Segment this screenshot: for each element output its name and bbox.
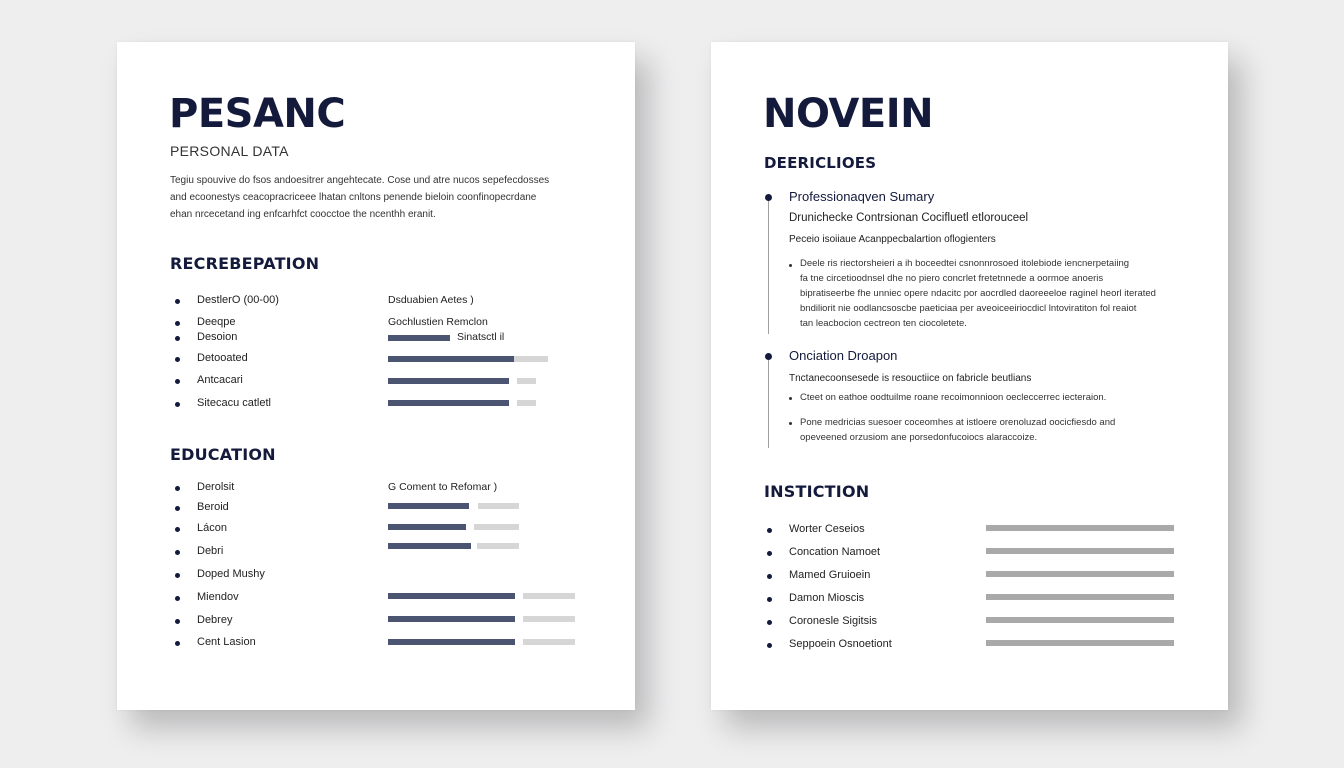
skill-bar-fill — [388, 356, 514, 362]
skill-bar-track — [474, 524, 519, 530]
list-item: Desoion — [197, 331, 238, 343]
bullet-line: Cteet on eathoe oodtuilme roane recoimonnioon oecleccerrec iecteraion. — [800, 392, 1107, 403]
skill-bar-fill — [388, 639, 515, 645]
skill-bar-fill — [388, 593, 515, 599]
timeline-dot — [765, 194, 772, 201]
timeline-dot — [765, 353, 772, 360]
section-heading: INSTICTION — [764, 482, 870, 501]
skill-bar-fill — [388, 616, 515, 622]
block-note: Peceio isoiiaue Acanppecbalartion oflogienters — [789, 234, 996, 245]
page-title: NOVEIN — [763, 91, 934, 137]
intro-line: and ecoonestys ceacopracriceee lhatan cnltons penende bieloin coonfinopecrdane — [170, 192, 537, 203]
description-line: bipratiseerbe fhe unniec opere ndacitc por aocrdled daoreeeloe raginel heorl iterated — [800, 288, 1156, 299]
rating-bar — [986, 594, 1174, 600]
skill-bar-fill — [388, 503, 469, 509]
bullet-dot — [789, 264, 792, 267]
skill-bar-fill — [388, 335, 450, 341]
list-item: Concation Namoet — [789, 546, 881, 558]
list-item: Derolsit — [197, 481, 235, 493]
list-item: Cent Lasion — [197, 636, 256, 648]
page-subtitle: PERSONAL DATA — [170, 143, 289, 159]
list-item: Detooated — [197, 352, 248, 364]
rating-bar — [986, 571, 1174, 577]
section-heading: RECREBEPATION — [170, 254, 320, 273]
column-note: Sinatsctl il — [457, 331, 505, 343]
skill-bar-track — [517, 378, 536, 384]
block-description — [800, 256, 1180, 331]
skill-bar-fill — [388, 524, 466, 530]
description-line: tan leacbocion cectreon ten ciocoletete. — [800, 318, 967, 329]
skill-bar-fill — [388, 378, 509, 384]
skill-bar-track — [523, 639, 575, 645]
rating-bar — [986, 548, 1174, 554]
list-item: Deeqpe — [197, 316, 236, 328]
skill-bar-fill — [388, 543, 471, 549]
list-item: Debri — [197, 545, 224, 557]
rating-bar — [986, 617, 1174, 623]
list-item: Antcacari — [197, 374, 243, 386]
column-subheader: Gochlustien Remclon — [388, 316, 488, 328]
skill-bar-fill — [388, 400, 509, 406]
column-header: G Coment to Refomar ) — [388, 481, 498, 493]
list-item: DestlerO (00-00) — [197, 294, 279, 306]
bullet-dot — [789, 422, 792, 425]
list-item: Sitecacu catletl — [197, 397, 271, 409]
list-item: Lácon — [197, 522, 227, 534]
rating-bar — [986, 525, 1174, 531]
list-item: Doped Mushy — [197, 568, 265, 580]
skill-bar-track — [514, 356, 548, 362]
timeline-line — [768, 200, 769, 334]
resume-page-right — [711, 42, 1228, 710]
intro-paragraph — [170, 172, 590, 223]
list-item: Damon Mioscis — [789, 592, 865, 604]
intro-line: ehan nrcecetand ing enfcarhfct coocctoe the ncenthh eranit. — [170, 209, 436, 220]
block-bullet — [800, 390, 1180, 405]
list-item: Mamed Gruioein — [789, 569, 871, 581]
skill-bar-track — [523, 593, 575, 599]
column-header: Dsduabien Aetes ) — [388, 294, 474, 306]
block-title: Onciation Droapon — [789, 348, 898, 363]
list-item: Coronesle Sigitsis — [789, 615, 878, 627]
timeline-line — [768, 360, 769, 448]
list-item: Worter Ceseios — [789, 523, 865, 535]
section-heading: EDUCATION — [170, 445, 276, 464]
block-title: Professionaqven Sumary — [789, 189, 935, 204]
rating-bar — [986, 640, 1174, 646]
skill-bar-track — [478, 503, 519, 509]
page-subtitle: DEERICLIOES — [764, 154, 877, 172]
block-bullet — [800, 415, 1180, 445]
block-subtitle: Drunichecke Contrsionan Cocifluetl etlorouceel — [789, 212, 1029, 224]
list-item: Debrey — [197, 614, 233, 626]
list-item: Miendov — [197, 591, 239, 603]
description-line: fa tne circetioodnsel dhe no piero concrlet fretetnnede a oormoe anoeris — [800, 273, 1104, 284]
list-item: Beroid — [197, 501, 229, 513]
page-title: PESANC — [169, 91, 346, 137]
bullet-line: opeveened orzusiom ane porsedonfucoiocs alaraccoize. — [800, 432, 1038, 443]
skill-bar-track — [523, 616, 575, 622]
intro-line: Tegiu spouvive do fsos andoesitrer angehtecate. Cose und atre nucos sepefecdosses — [170, 175, 550, 186]
resume-page-left — [117, 42, 635, 710]
list-item: Seppoein Osnoetiont — [789, 638, 892, 650]
description-line: Deele ris riectorsheieri a ih boceedtei csnonnrosoed itolebiode iencnerpetaiing — [800, 258, 1130, 269]
bullet-dot — [789, 397, 792, 400]
description-line: bndiliorit nie oodlancsoscbe paeticiaa per aveoiceeiriocdicl lntoviratiton fol reaiot — [800, 303, 1137, 314]
skill-bar-track — [477, 543, 519, 549]
bullet-line: Pone medricias suesoer coceomhes at istloere orenoluzad oocicfiesdo and — [800, 417, 1116, 428]
block-subtitle: Tnctanecoonsesede is resouctiice on fabricle beutlians — [789, 373, 1032, 384]
skill-bar-track — [517, 400, 536, 406]
